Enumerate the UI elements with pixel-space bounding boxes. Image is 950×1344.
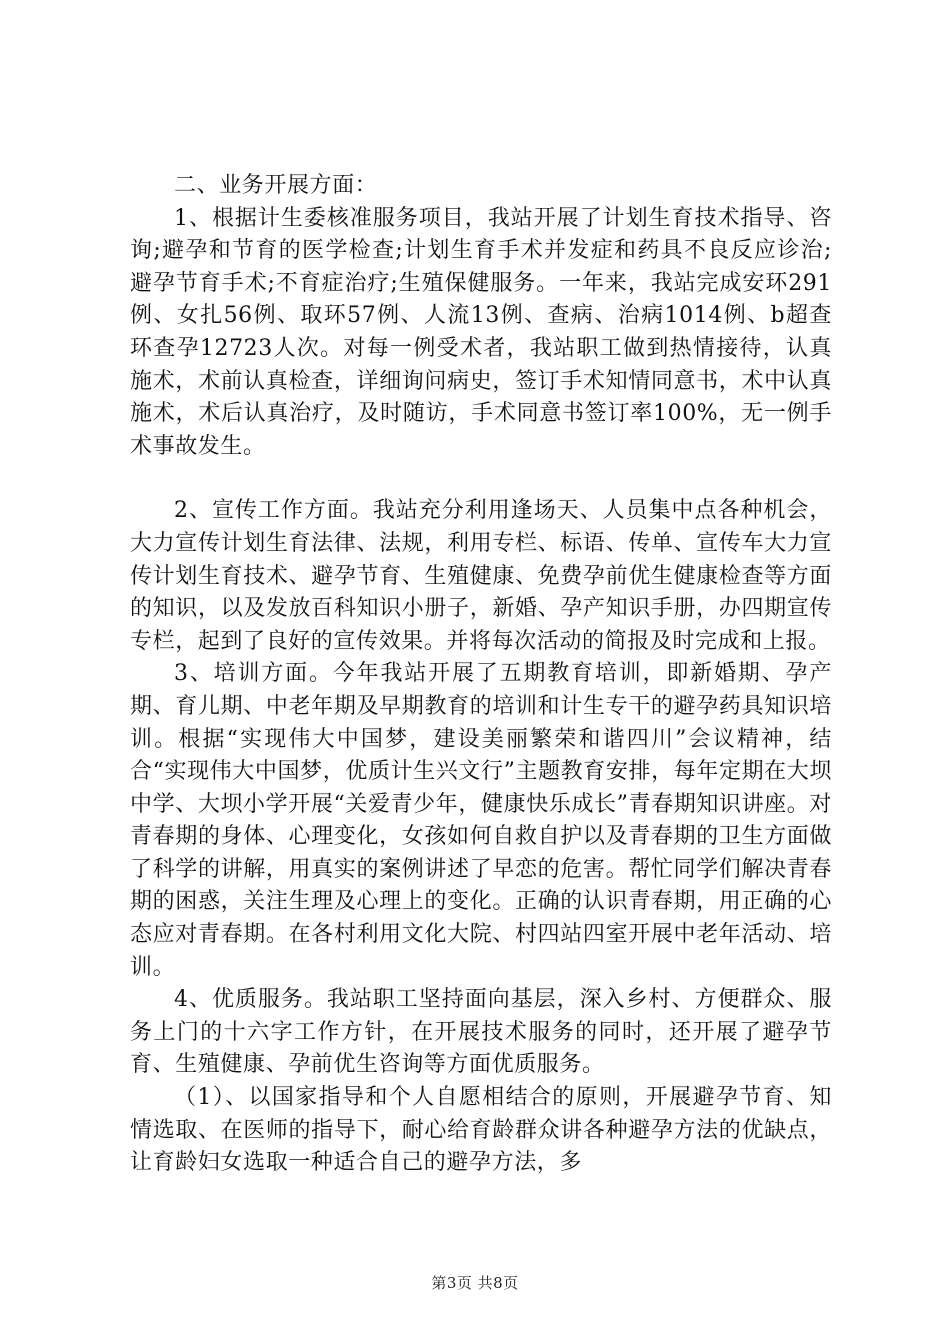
- paragraph-contraception-guidance: （1）、以国家指导和个人自愿相结合的原则，开展避孕节育、知情选取、在医师的指导下，耐心给育龄群众讲各种避孕方法的优缺点，让育龄妇女选取一种适合自己的避孕方法，多: [130, 1085, 832, 1176]
- paragraph-quality-service: 4、优质服务。我站职工坚持面向基层，深入乡村、方便群众、服务上门的十六字工作方针，在开展技术服务的同时，还开展了避孕节育、生殖健康、孕前优生咨询等方面优质服务。: [130, 987, 832, 1078]
- paragraph-technical-services: 1、根据计生委核准服务项目，我站开展了计划生育技术指导、咨询;避孕和节育的医学检查;计划生育手术并发症和药具不良反应诊治;避孕节育手术;不育症治疗;生殖保健服务。一年来，我站完成安环291例、女扎56例、取环57例、人流13例、查病、治病1014例、b超查环查孕12723人次。对每一例受术者，我站职工做到热情接待，认真施术，术前认真检查，详细询问病史，签订手术知情同意书，术中认真施术，术后认真治疗，及时随访，手术同意书签订率100%，无一例手术事故发生。: [130, 205, 832, 459]
- document-body: [130, 170, 832, 1180]
- paragraph-publicity: 2、宣传工作方面。我站充分利用逢场天、人员集中点各种机会，大力宣传计划生育法律、法规，利用专栏、标语、传单、宣传车大力宣传计划生育技术、避孕节育、生殖健康、免费孕前优生健康检查等方面的知识，以及发放百科知识小册子，新婚、孕产知识手册，办四期宣传专栏，起到了良好的宣传效果。并将每次活动的简报及时完成和上报。: [130, 498, 832, 654]
- page-number-footer: 第3页 共8页: [431, 1274, 519, 1292]
- section-heading: 二、业务开展方面：: [174, 173, 378, 198]
- paragraph-training: 3、培训方面。今年我站开展了五期教育培训，即新婚期、孕产期、育儿期、中老年期及早期教育的培训和计生专干的避孕药具知识培训。根据“实现伟大中国梦，建设美丽繁荣和谐四川”会议精神，结合“实现伟大中国梦，优质计生兴文行”主题教育安排，每年定期在大坝中学、大坝小学开展“关爱青少年，健康快乐成长”青春期知识讲座。对青春期的身体、心理变化，女孩如何自救自护以及青春期的卫生方面做了科学的讲解，用真实的案例讲述了早恋的危害。帮忙同学们解决青春期的困惑，关注生理及心理上的变化。正确的认识青春期，用正确的心态应对青春期。在各村利用文化大院、村四站四室开展中老年活动、培训。: [130, 661, 832, 980]
